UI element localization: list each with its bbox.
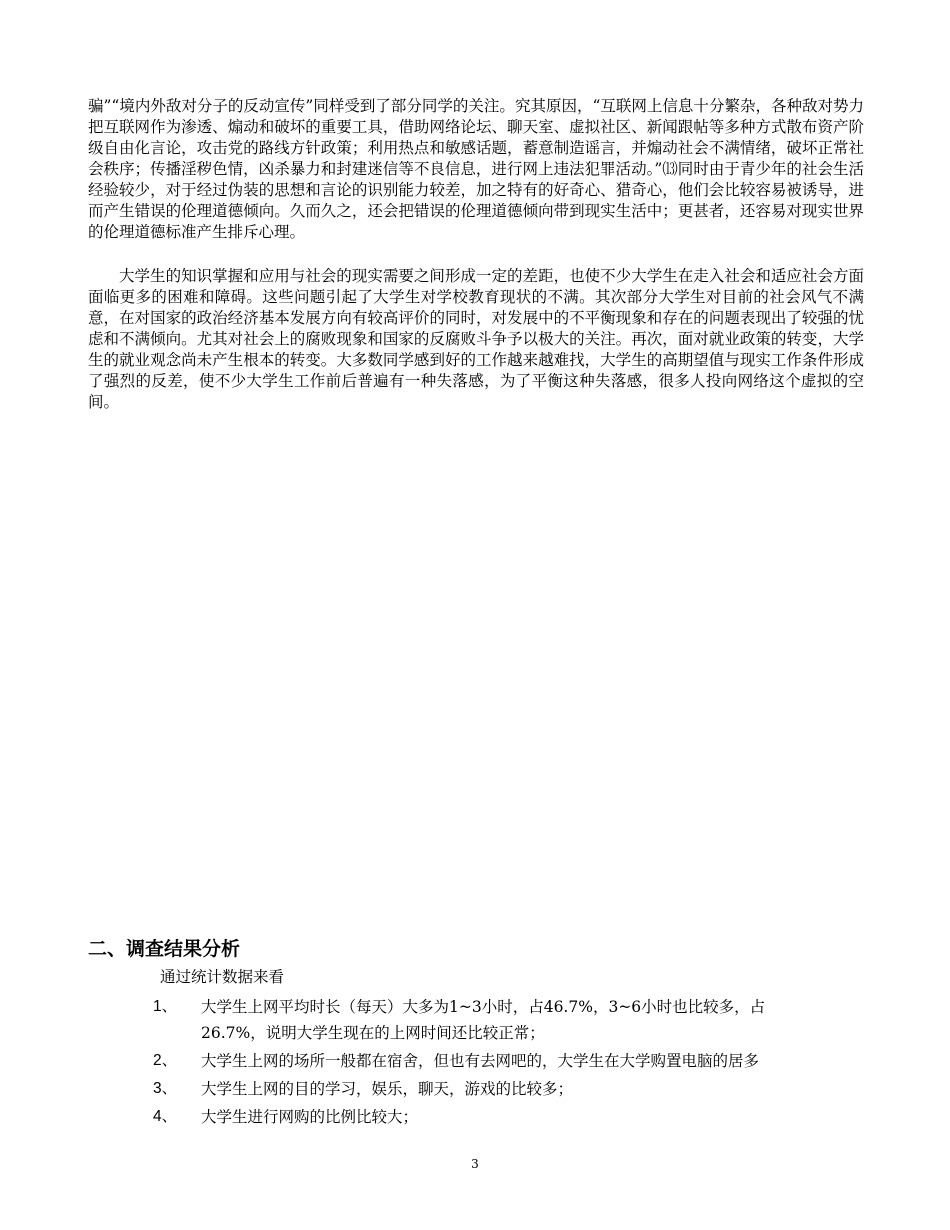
page-number: 3 <box>471 1157 479 1171</box>
body-paragraph-1: 骗”“境内外敌对分子的反动宣传”同样受到了部分同学的关注。究其原因，“互联网上信息十分繁杂，各种敌对势力把互联网作为渗透、煽动和破坏的重要工具，借助网络论坛、聊天室、虚拟社区、新闻跟帖等多种方式散布资产阶级自由化言论，攻击党的路线方针政策；利用热点和敏感话题，蓄意制造谣言，并煽动社会不满情绪，破坏正常社会秩序；传播淫秽色情，凶杀暴力和封建迷信等不良信息，进行网上违法犯罪活动。”⒀同时由于青少年的社会生活经验较少，对于经过伪装的思想和言论的识别能力较差，加之特有的好奇心、猎奇心，他们会比较容易被诱导，进而产生错误的伦理道德倾向。久而久之，还会把错误的伦理道德倾向带到现实生活中；更甚者，还容易对现实世界的伦理道德标准产生排斥心理。 <box>88 97 864 241</box>
list-item-text: 大学生进行网购的比例比较大； <box>201 1108 419 1126</box>
list-item-number: 4、 <box>153 1108 178 1125</box>
list-item-text: 大学生上网平均时长（每天）大多为1~3小时，占46.7%，3~6小时也比较多，占 <box>201 998 766 1016</box>
list-item-text: 大学生上网的场所一般都在宿舍，但也有去网吧的，大学生在大学购置电脑的居多 <box>201 1052 760 1070</box>
section-heading: 二、调查结果分析 <box>88 938 241 960</box>
list-item-number: 1、 <box>153 998 178 1015</box>
list-item-number: 2、 <box>153 1052 178 1069</box>
section-intro: 通过统计数据来看 <box>160 968 285 986</box>
list-item-text: 大学生上网的目的学习，娱乐，聊天，游戏的比较多； <box>201 1080 574 1098</box>
body-paragraph-2: 大学生的知识掌握和应用与社会的现实需要之间形成一定的差距，也使不少大学生在走入社会和适应社会方面面临更多的困难和障碍。这些问题引起了大学生对学校教育现状的不满。其次部分大学生对目前的社会风气不满意，在对国家的政治经济基本发展方向有较高评价的同时，对发展中的不平衡现象和存在的问题表现出了较强的忧虑和不满倾向。尤其对社会上的腐败现象和国家的反腐败斗争予以极大的关注。再次，面对就业政策的转变，大学生的就业观念尚未产生根本的转变。大多数同学感到好的工作越来越难找，大学生的高期望值与现实工作条件形成了强烈的反差，使不少大学生工作前后普遍有一种失落感，为了平衡这种失落感，很多人投向网络这个虚拟的空间。 <box>88 267 864 411</box>
list-item-text-continued: 26.7%，说明大学生现在的上网时间还比较正常； <box>201 1024 545 1042</box>
list-item-number: 3、 <box>153 1080 178 1097</box>
